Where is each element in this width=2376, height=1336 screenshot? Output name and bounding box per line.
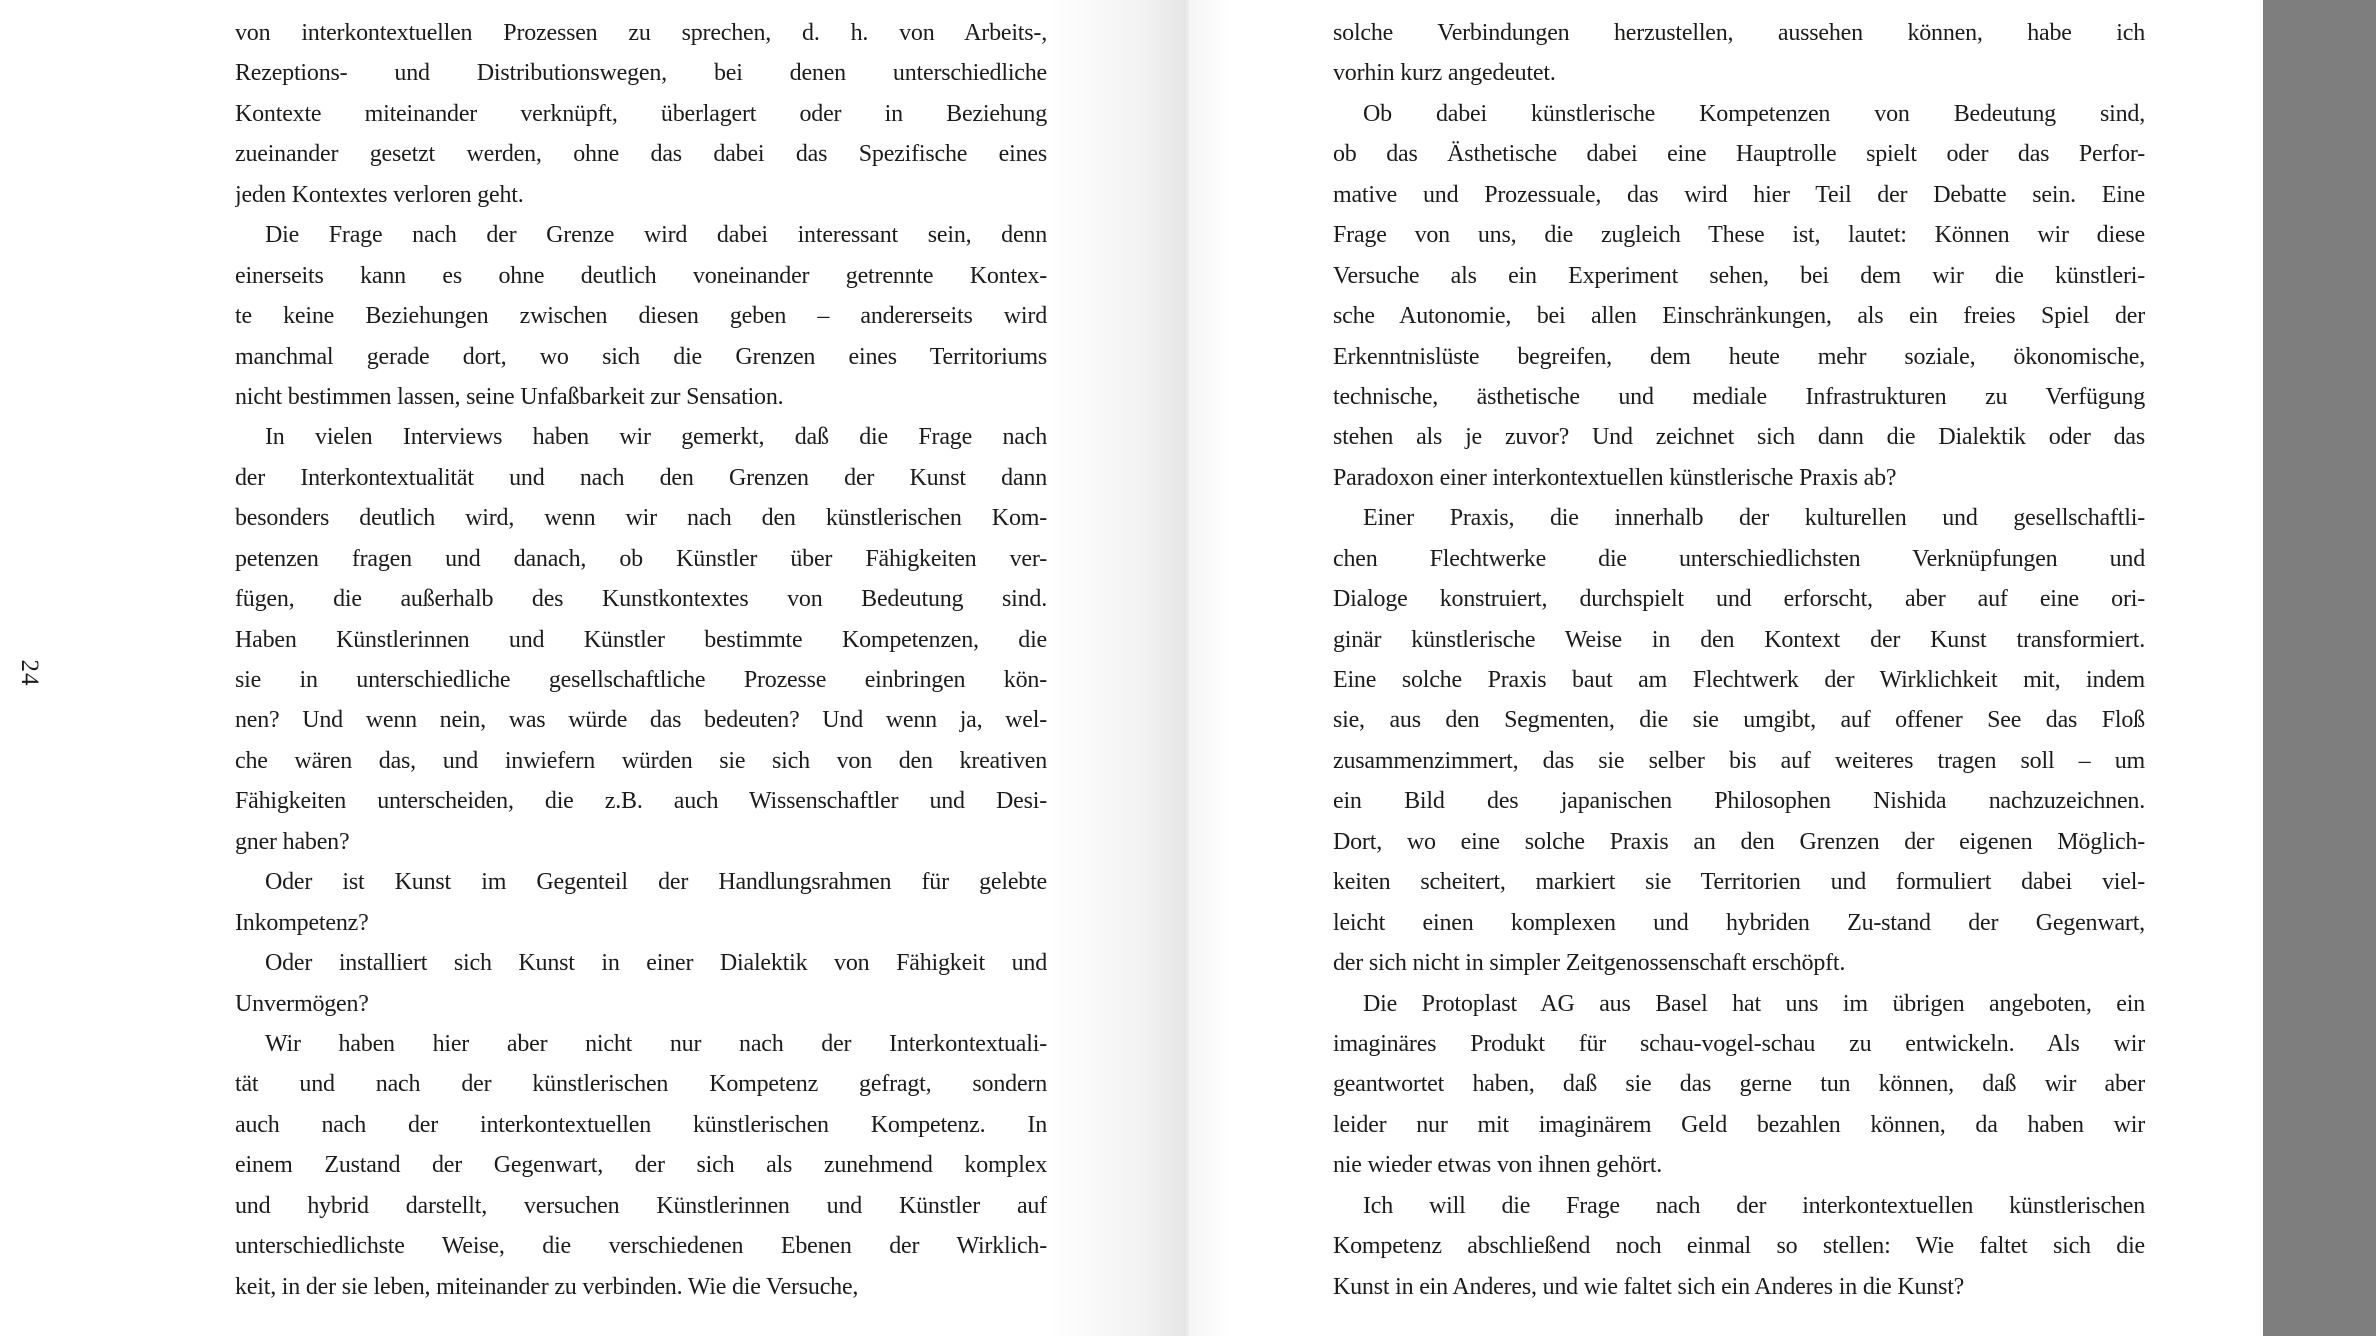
gutter-fold-shadow-right	[1189, 0, 1233, 1336]
text-line: besonders deutlich wird, wenn wir nach den künstlerischen Kom-	[235, 505, 1047, 532]
text-line: Rezeptions- und Distributionswegen, bei denen unterschiedliche	[235, 60, 1047, 87]
text-line: auch nach der interkontextuellen künstlerischen Kompetenz. In	[235, 1111, 1047, 1138]
text-line: mative und Prozessuale, das wird hier Teil der Debatte sein. Eine	[1333, 181, 2145, 208]
text-line: ein Bild des japanischen Philosophen Nishida nachzuzeichnen.	[1333, 788, 2145, 815]
text-line: Paradoxon einer interkontextuellen künstlerische Praxis ab?	[1333, 464, 1897, 491]
text-line: sche Autonomie, bei allen Einschränkungen, als ein freies Spiel der	[1333, 303, 2145, 330]
text-line: zusammenzimmert, das sie selber bis auf weiteres tragen soll – um	[1333, 747, 2145, 774]
text-line: manchmal gerade dort, wo sich die Grenzen eines Territoriums	[235, 343, 1047, 370]
text-line: Fähigkeiten unterscheiden, die z.B. auch Wissenschaftler und Desi-	[235, 788, 1047, 815]
text-line: te keine Beziehungen zwischen diesen geben – andererseits wird	[235, 303, 1047, 330]
text-line: Wir haben hier aber nicht nur nach der Interkontextuali-	[265, 1030, 1047, 1057]
right-gray-panel	[2263, 0, 2376, 1336]
text-line: tät und nach der künstlerischen Kompetenz gefragt, sondern	[235, 1071, 1047, 1098]
text-line: Oder ist Kunst im Gegenteil der Handlungsrahmen für gelebte	[265, 869, 1047, 896]
text-line: ginär künstlerische Weise in den Kontext der Kunst transformiert.	[1333, 626, 2145, 653]
text-line: Dialoge konstruiert, durchspielt und erforscht, aber auf eine ori-	[1333, 586, 2145, 613]
text-line: Ob dabei künstlerische Kompetenzen von Bedeutung sind,	[1363, 100, 2145, 127]
text-line: che wären das, und inwiefern würden sie sich von den kreativen	[235, 747, 1047, 774]
text-line: Kontexte miteinander verknüpft, überlagert oder in Beziehung	[235, 100, 1047, 127]
text-line: stehen als je zuvor? Und zeichnet sich dann die Dialektik oder das	[1333, 424, 2145, 451]
text-line: vorhin kurz angedeutet.	[1333, 60, 1556, 87]
text-line: der Interkontextualität und nach den Grenzen der Kunst dann	[235, 464, 1047, 491]
right-page-text-column	[1333, 13, 2145, 1307]
text-line: In vielen Interviews haben wir gemerkt, daß die Frage nach	[265, 424, 1047, 451]
gutter-fold-shadow-left	[1048, 0, 1186, 1336]
text-line: unterschiedlichste Weise, die verschiedenen Ebenen der Wirklich-	[235, 1233, 1047, 1260]
text-line: Unvermögen?	[235, 990, 369, 1017]
text-line: chen Flechtwerke die unterschiedlichsten Verknüpfungen und	[1333, 545, 2145, 572]
text-line: Kompetenz abschließend noch einmal so stellen: Wie faltet sich die	[1333, 1233, 2145, 1260]
text-line: Die Frage nach der Grenze wird dabei interessant sein, denn	[265, 222, 1047, 249]
left-page-text-column	[235, 13, 1047, 1307]
text-line: zueinander gesetzt werden, ohne das dabei das Spezifische eines	[235, 141, 1047, 168]
text-line: jeden Kontextes verloren geht.	[235, 181, 524, 208]
text-line: Inkompetenz?	[235, 909, 369, 936]
page-number: 24	[16, 659, 43, 687]
text-line: leider nur mit imaginärem Geld bezahlen können, da haben wir	[1333, 1111, 2145, 1138]
text-line: solche Verbindungen herzustellen, aussehen können, habe ich	[1333, 20, 2145, 46]
text-line: Haben Künstlerinnen und Künstler bestimmte Kompetenzen, die	[235, 626, 1047, 653]
text-line: Frage von uns, die zugleich These ist, lautet: Können wir diese	[1333, 222, 2145, 249]
text-line: Dort, wo eine solche Praxis an den Grenzen der eigenen Möglich-	[1333, 828, 2145, 855]
text-line: einem Zustand der Gegenwart, der sich als zunehmend komplex	[235, 1152, 1047, 1179]
text-line: sie, aus den Segmenten, die sie umgibt, auf offener See das Floß	[1333, 707, 2145, 734]
text-line: von interkontextuellen Prozessen zu sprechen, d. h. von Arbeits-,	[235, 20, 1047, 46]
text-line: Erkenntnislüste begreifen, dem heute mehr soziale, ökonomische,	[1333, 343, 2145, 370]
text-line: Oder installiert sich Kunst in einer Dialektik von Fähigkeit und	[265, 950, 1047, 977]
text-line: fügen, die außerhalb des Kunstkontextes von Bedeutung sind.	[235, 586, 1047, 613]
text-line: keiten scheitert, markiert sie Territorien und formuliert dabei viel-	[1333, 869, 2145, 896]
text-line: keit, in der sie leben, miteinander zu verbinden. Wie die Versuche,	[235, 1273, 859, 1300]
text-line: Kunst in ein Anderes, und wie faltet sich ein Anderes in die Kunst?	[1333, 1273, 1965, 1300]
text-line: ob das Ästhetische dabei eine Hauptrolle spielt oder das Perfor-	[1333, 141, 2145, 168]
text-line: und hybrid darstellt, versuchen Künstlerinnen und Künstler auf	[235, 1192, 1047, 1219]
text-line: nen? Und wenn nein, was würde das bedeuten? Und wenn ja, wel-	[235, 707, 1047, 734]
text-line: Eine solche Praxis baut am Flechtwerk der Wirklichkeit mit, indem	[1333, 667, 2145, 693]
text-line: nie wieder etwas von ihnen gehört.	[1333, 1152, 1663, 1179]
text-line: sie in unterschiedliche gesellschaftliche Prozesse einbringen kön-	[235, 667, 1047, 693]
text-line: Versuche als ein Experiment sehen, bei dem wir die künstleri-	[1333, 262, 2145, 289]
text-line: gner haben?	[235, 828, 350, 855]
text-line: der sich nicht in simpler Zeitgenossenschaft erschöpft.	[1333, 950, 1846, 977]
text-line: Ich will die Frage nach der interkontextuellen künstlerischen	[1363, 1192, 2145, 1219]
text-line: einerseits kann es ohne deutlich voneinander getrennte Kontex-	[235, 262, 1047, 289]
text-line: nicht bestimmen lassen, seine Unfaßbarkeit zur Sensation.	[235, 383, 784, 410]
text-line: leicht einen komplexen und hybriden Zu-stand der Gegenwart,	[1333, 909, 2145, 936]
text-line: Einer Praxis, die innerhalb der kulturellen und gesellschaftli-	[1363, 505, 2145, 532]
text-line: petenzen fragen und danach, ob Künstler über Fähigkeiten ver-	[235, 545, 1047, 572]
text-line: geantwortet haben, daß sie das gerne tun können, daß wir aber	[1333, 1071, 2145, 1098]
text-line: Die Protoplast AG aus Basel hat uns im übrigen angeboten, ein	[1363, 990, 2145, 1017]
text-line: technische, ästhetische und mediale Infrastrukturen zu Verfügung	[1333, 383, 2145, 410]
text-line: imaginäres Produkt für schau-vogel-schau zu entwickeln. Als wir	[1333, 1030, 2145, 1057]
